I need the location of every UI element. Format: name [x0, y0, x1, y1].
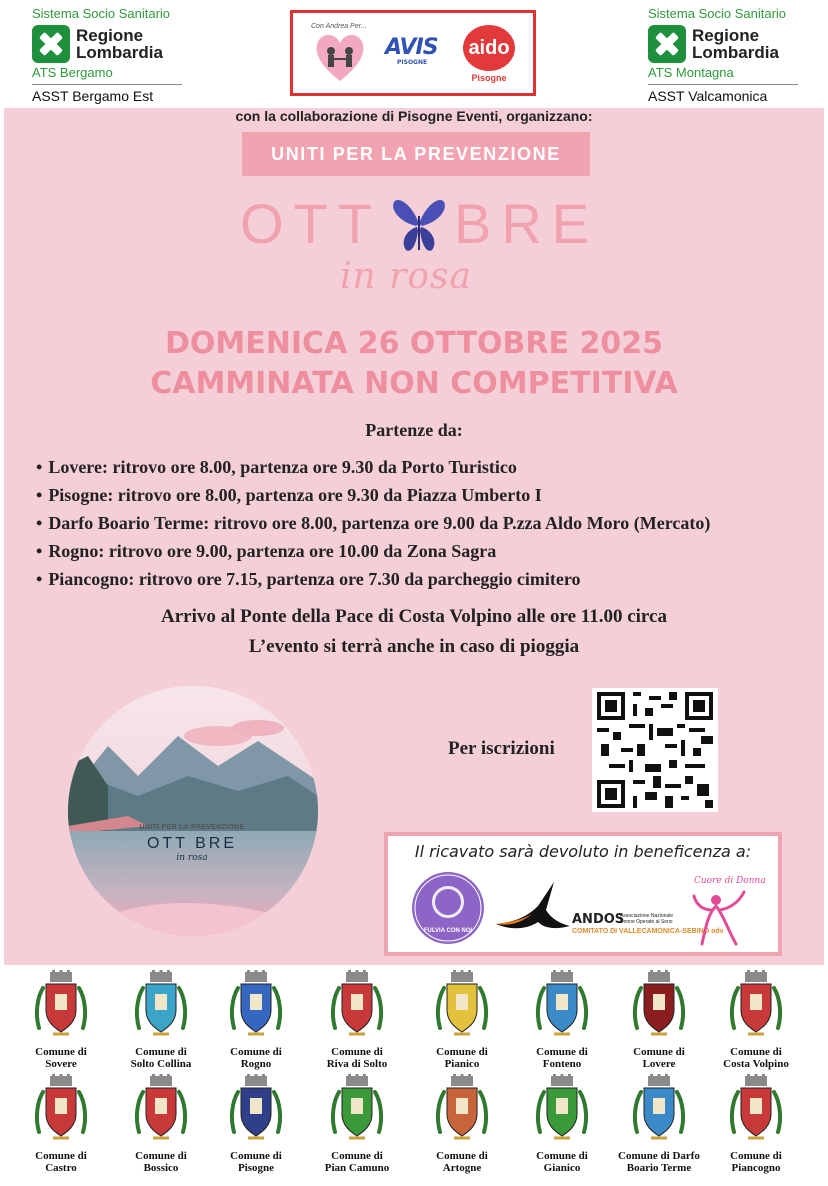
municipality-crest-icon [434, 970, 490, 1044]
list-item: • Pisogne: ritrovo ore 8.00, partenza ore 9.30 da Piazza Umberto I [36, 481, 816, 509]
municipality-item [307, 1074, 407, 1174]
circle-image-caption [138, 824, 246, 863]
municipality-label-line1: Comune di [536, 1150, 588, 1162]
charity-box [384, 832, 782, 956]
municipality-label-line2: Pian Camuno [324, 1162, 390, 1174]
municipality-crest-icon [133, 970, 189, 1044]
municipality-label-line2: Artogne [442, 1162, 482, 1174]
headline-event: CAMMINATA NON COMPETITIVA [150, 366, 678, 401]
arrival-block [4, 602, 824, 662]
headline-date: DOMENICA 26 OTTOBRE 2025 [165, 326, 663, 361]
left-region-line2: Lombardia [76, 43, 163, 62]
municipality-label-line2: Piancogno [731, 1162, 781, 1174]
fulvia-con-noi-logo [412, 872, 484, 944]
municipality-crest-icon [534, 1074, 590, 1148]
heart-logo-caption: Con Andrea Per... [311, 23, 367, 30]
left-region-logo [32, 25, 202, 63]
municipality-label-line1: Comune di [436, 1046, 488, 1058]
municipality-label-line2: Rogno [240, 1058, 272, 1070]
list-item: • Lovere: ritrovo ore 8.00, partenza ore 9.30 da Porto Turistico [36, 453, 816, 481]
registration-label: Per iscrizioni [448, 738, 555, 759]
lake-landscape-image [68, 686, 318, 936]
rain-note: L’evento si terrà anche in caso di pioggia [248, 636, 580, 657]
municipality-item [111, 1074, 211, 1174]
municipality-item [706, 970, 806, 1070]
right-region-line1: Regione [692, 26, 760, 45]
avis-sub-label: PISOGNE [397, 59, 428, 66]
heart-children-icon [311, 23, 369, 85]
regione-lombardia-cross-icon [648, 25, 686, 63]
lake-landscape-illustration [68, 686, 318, 936]
list-item: • Piancogno: ritrovo ore 7.15, partenza ore 7.30 da parcheggio cimitero [36, 565, 816, 593]
uniti-banner: UNITI PER LA PREVENZIONE [242, 132, 590, 176]
municipality-crest-icon [228, 970, 284, 1044]
municipality-item [609, 970, 709, 1070]
charity-title: Il ricavato sarà devoluto in beneficenza a: [414, 842, 752, 861]
municipality-label-line2: Pianico [444, 1058, 480, 1070]
municipality-label-line1: Comune di [730, 1150, 782, 1162]
departures-list [36, 453, 816, 593]
municipality-item [206, 970, 306, 1070]
municipality-label-line1: Comune di [135, 1150, 187, 1162]
left-region-line1: Regione [76, 26, 144, 45]
municipality-crest-icon [728, 970, 784, 1044]
swallow-bird-icon [492, 876, 572, 940]
municipality-label-line1: Comune di [536, 1046, 588, 1058]
andos-small-text: Associazione Nazionale Donne Operate al Seno [620, 913, 674, 925]
municipality-crest-icon [133, 1074, 189, 1148]
departures-title: Partenze da: [365, 420, 463, 440]
municipality-label-line1: Comune di Darfo [618, 1150, 700, 1162]
municipality-label-line2: Gianico [543, 1162, 581, 1174]
arrival-text: Arrivo al Ponte della Pace di Costa Volpino alle ore 11.00 circa [161, 606, 667, 627]
andos-name: ANDOS [572, 912, 625, 927]
aido-logo [461, 25, 517, 85]
municipality-crest-icon [329, 1074, 385, 1148]
municipality-label-line1: Comune di [230, 1046, 282, 1058]
municipality-label-line2: Fonteno [542, 1058, 582, 1070]
flower-icon [432, 886, 464, 918]
municipality-crest-icon [33, 1074, 89, 1148]
fulvia-name: FULVIA CON NOI [423, 928, 473, 934]
circle-in-rosa-text: in rosa [176, 853, 208, 863]
municipality-item [307, 970, 407, 1070]
header [0, 0, 828, 108]
municipality-crest-icon [33, 970, 89, 1044]
brand-in-rosa: in rosa [340, 256, 472, 297]
andos-logo [492, 876, 724, 946]
right-system-label: Sistema Socio Sanitario [648, 6, 787, 21]
municipality-item [512, 970, 612, 1070]
municipality-label-line1: Comune di [331, 1150, 383, 1162]
right-ats-label: ATS Montagna [648, 65, 798, 85]
aido-sub-label: Pisogne [471, 73, 507, 83]
municipality-label-line2: Boario Terme [626, 1162, 692, 1174]
aido-circle: aido [463, 25, 515, 71]
municipality-label-line1: Comune di [135, 1046, 187, 1058]
circle-banner-text: UNITI PER LA PREVENZIONE [139, 824, 245, 831]
andos-comitato: COMITATO DI VALLECAMONICA-SEBINO odv [572, 928, 724, 935]
intro-text: con la collaborazione di Pisogne Eventi, organizzano: [235, 108, 593, 124]
right-institution-block [648, 6, 818, 104]
municipality-item [11, 1074, 111, 1174]
municipality-label-line1: Comune di [35, 1150, 87, 1162]
municipality-label-line2: Lovere [642, 1058, 676, 1070]
municipality-label-line1: Comune di [230, 1150, 282, 1162]
brand-bre: BRE [453, 192, 600, 255]
municipality-label-line1: Comune di [730, 1046, 782, 1058]
municipality-item [609, 1074, 709, 1174]
municipality-item [706, 1074, 806, 1174]
municipality-item [512, 1074, 612, 1174]
qr-code-icon [596, 692, 714, 808]
cuore-name: Cuore di Donna [694, 876, 766, 886]
left-ats-label: ATS Bergamo [32, 65, 182, 85]
con-andrea-heart-logo [311, 23, 369, 85]
municipality-item [11, 970, 111, 1070]
right-region-logo [648, 25, 818, 63]
municipality-label-line1: Comune di [35, 1046, 87, 1058]
avis-logo: AVIS PISOGNE [385, 35, 438, 66]
regione-lombardia-cross-icon [32, 25, 70, 63]
municipality-crest-icon [728, 1074, 784, 1148]
municipality-label-line2: Pisogne [237, 1162, 275, 1174]
list-item: • Darfo Boario Terme: ritrovo ore 8.00, partenza ore 9.00 da P.zza Aldo Moro (Mercato) [36, 509, 816, 537]
municipality-label-line1: Comune di [436, 1150, 488, 1162]
right-asst-label: ASST Valcamonica [648, 88, 768, 104]
left-institution-block [32, 6, 202, 104]
cuore-di-donna-logo [688, 870, 766, 950]
municipality-item [412, 1074, 512, 1174]
municipality-label-line2: Solto Collina [130, 1058, 192, 1070]
municipality-item [412, 970, 512, 1070]
municipalities-grid [0, 966, 828, 1186]
municipality-crest-icon [631, 970, 687, 1044]
list-item: • Rogno: ritrovo ore 9.00, partenza ore 10.00 da Zona Sagra [36, 537, 816, 565]
partner-logos-box [290, 10, 536, 96]
event-poster-body [4, 108, 824, 965]
circle-ottobre-text: OTT BRE [146, 835, 238, 852]
municipality-crest-icon [434, 1074, 490, 1148]
municipality-item [206, 1074, 306, 1174]
municipality-label-line1: Comune di [331, 1046, 383, 1058]
left-asst-label: ASST Bergamo Est [32, 88, 154, 104]
right-region-line2: Lombardia [692, 43, 779, 62]
registration-qr-code[interactable] [592, 688, 718, 812]
municipality-label-line2: Riva di Solto [326, 1058, 388, 1070]
municipality-crest-icon [228, 1074, 284, 1148]
brand-ott: OTT [240, 192, 382, 255]
municipality-crest-icon [329, 970, 385, 1044]
municipality-item [111, 970, 211, 1070]
municipality-crest-icon [631, 1074, 687, 1148]
municipality-label-line2: Castro [45, 1162, 77, 1174]
municipality-label-line2: Costa Volpino [723, 1058, 789, 1070]
municipality-label-line2: Bossico [143, 1162, 179, 1174]
municipality-label-line1: Comune di [633, 1046, 685, 1058]
municipality-crest-icon [534, 970, 590, 1044]
butterfly-icon [388, 194, 450, 256]
municipality-label-line2: Sovere [45, 1058, 77, 1070]
left-system-label: Sistema Socio Sanitario [32, 6, 171, 21]
